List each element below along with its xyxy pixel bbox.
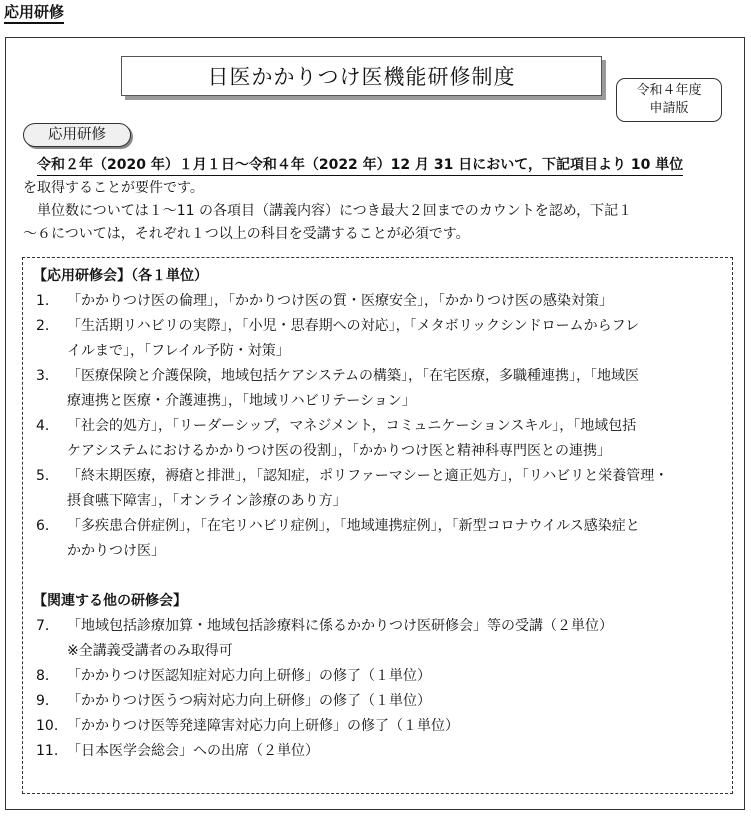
edition-version: 申請版 (649, 101, 689, 116)
item-text: 「生活期リハビリの実際」，「小児・思春期への対応」，「メタボリックシンドロームからフレ (67, 318, 640, 334)
list-item (33, 614, 723, 639)
item-text: イルまで」，「フレイル予防・対策」 (67, 343, 290, 359)
item-text: 摂食嚥下障害」，「オンライン診療のあり方」 (67, 493, 347, 509)
item-text: 「地域包括診療加算・地域包括診療料に係るかかりつけ医研修会」等の受講（２単位） (67, 618, 613, 634)
item-number: 7． (36, 618, 59, 634)
item-number: 9． (36, 693, 59, 709)
item-number: 11. (36, 743, 59, 759)
list-item (33, 689, 723, 714)
item-text: 療連携と医療・介護連携」，「地域リハビリテーション」 (67, 393, 416, 409)
item-text: 「終末期医療，褥瘡と排泄」，「認知症，ポリファーマシーと適正処方」，「リハビリと栄養管理・ (67, 468, 669, 484)
list-item (33, 364, 723, 414)
requirement-line: 令和２年（2020 年）１月１日～令和４年（2022 年）12 月 31 日において，下記項目より 10 単位 (37, 156, 683, 176)
group-heading-applied: 【応用研修会】（各１単位） (33, 268, 208, 284)
item-number: 8． (36, 668, 59, 684)
item-text: 「医療保険と介護保険，地域包括ケアシステムの構築」，「在宅医療，多職種連携」，「地域医 (67, 368, 640, 384)
item-text: ケアシステムにおけるかかりつけ医の役割」，「かかりつけ医と精神科専門医との連携」 (67, 443, 612, 459)
list-item (33, 289, 723, 314)
list-item (33, 314, 723, 364)
item-text: かかりつけ医」 (67, 543, 165, 559)
requirement-tail: を取得することが要件です。 (23, 180, 204, 196)
page-heading: 応用研修 (4, 2, 64, 24)
item-text: 「社会的処方」，「リーダーシップ，マネジメント，コミュニケーションスキル」，「地域包括 (67, 418, 637, 434)
list-item (33, 664, 723, 689)
rule-line-1: 単位数については１～11 の各項目（講義内容）につき最大２回までのカウントを認め，下記１ (37, 203, 633, 219)
section-label: 応用研修 (23, 123, 131, 147)
list-item (33, 414, 723, 464)
item-text: 「多疾患合併症例」，「在宅リハビリ症例」，「地域連携症例」，「新型コロナウイルス感染症と (67, 518, 640, 534)
item-text: 「かかりつけ医うつ病対応力向上研修」の修了（１単位） (67, 693, 431, 709)
document-title-text: 日医かかりつけ医機能研修制度 (207, 65, 516, 89)
item-note: ※全講義受講者のみ取得可 (67, 643, 233, 659)
list-item (33, 714, 723, 739)
item-text: 「かかりつけ医等発達障害対応力向上研修」の修了（１単位） (67, 718, 459, 734)
course-list (33, 264, 723, 764)
item-text: 「かかりつけ医の倫理」，「かかりつけ医の質・医療安全」，「かかりつけ医の感染対策」 (67, 293, 613, 309)
group-heading-related: 【関連する他の研修会】 (33, 593, 187, 609)
item-number: 10. (36, 718, 59, 734)
edition-badge (616, 78, 722, 122)
list-item (33, 739, 723, 764)
item-text: 「日本医学会総会」への出席（２単位） (67, 743, 319, 759)
item-text: 「かかりつけ医認知症対応力向上研修」の修了（１単位） (67, 668, 431, 684)
document-title (121, 56, 602, 96)
item-number: 3． (36, 368, 59, 384)
item-number: 6． (36, 518, 59, 534)
item-number: 4． (36, 418, 59, 434)
list-item (33, 464, 723, 514)
item-number: 2． (36, 318, 59, 334)
item-number: 5． (36, 468, 59, 484)
rule-line-2: ～６については，それぞれ１つ以上の科目を受講することが必須です。 (23, 226, 470, 242)
edition-year: 令和４年度 (636, 83, 702, 98)
item-number: 1． (36, 293, 59, 309)
list-item (33, 514, 723, 564)
intro-text (23, 154, 735, 246)
